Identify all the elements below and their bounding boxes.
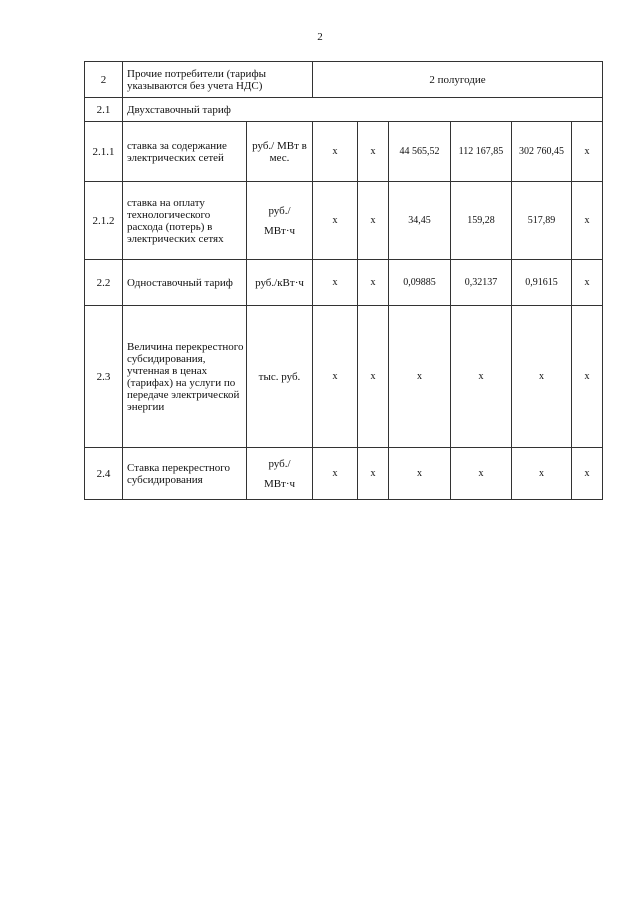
value-cell: x — [572, 182, 603, 260]
value-cell: x — [572, 122, 603, 182]
row-unit: руб./кВт·ч — [247, 260, 313, 306]
value-cell: x — [313, 260, 358, 306]
row-desc: Ставка перекрестного субсидирования — [123, 448, 247, 500]
header-num: 2 — [85, 62, 123, 98]
value-cell: x — [358, 306, 389, 448]
row-desc: Величина перекрестного субсидирования, учтенная в ценах (тарифах) на услуги по передаче электрической энергии — [123, 306, 247, 448]
value-cell: x — [389, 306, 451, 448]
table-row — [85, 306, 603, 448]
value-cell: x — [358, 260, 389, 306]
value-cell: 112 167,85 — [451, 122, 512, 182]
value-cell: 517,89 — [512, 182, 572, 260]
row-desc: ставка за содержание электрических сетей — [123, 122, 247, 182]
unit-top: руб./ — [268, 204, 291, 217]
table-row — [85, 260, 603, 306]
value-cell: x — [572, 448, 603, 500]
value-cell: 0,91615 — [512, 260, 572, 306]
value-cell: x — [358, 448, 389, 500]
value-cell: 34,45 — [389, 182, 451, 260]
value-cell: x — [313, 182, 358, 260]
row-num: 2.1.1 — [85, 122, 123, 182]
value-cell: 302 760,45 — [512, 122, 572, 182]
row-num: 2.1 — [85, 98, 123, 122]
value-cell: x — [389, 448, 451, 500]
table-row — [85, 122, 603, 182]
row-unit — [247, 448, 313, 500]
value-cell: x — [451, 306, 512, 448]
page-number: 2 — [317, 31, 323, 43]
row-num: 2.3 — [85, 306, 123, 448]
table-header-row — [85, 62, 603, 98]
value-cell: x — [572, 260, 603, 306]
row-desc: Двухставочный тариф — [123, 98, 603, 122]
value-cell: 0,32137 — [451, 260, 512, 306]
value-cell: x — [313, 306, 358, 448]
row-unit: тыс. руб. — [247, 306, 313, 448]
table-row — [85, 182, 603, 260]
value-cell: x — [313, 122, 358, 182]
unit-bottom: МВт·ч — [263, 224, 296, 237]
value-cell: x — [572, 306, 603, 448]
value-cell: 44 565,52 — [389, 122, 451, 182]
row-num: 2.2 — [85, 260, 123, 306]
row-unit — [247, 182, 313, 260]
row-desc: ставка на оплату технологического расхода (потерь) в электрических сетях — [123, 182, 247, 260]
table-row — [85, 448, 603, 500]
row-num: 2.1.2 — [85, 182, 123, 260]
value-cell: x — [512, 306, 572, 448]
value-cell: x — [512, 448, 572, 500]
value-cell: 0,09885 — [389, 260, 451, 306]
unit-bottom: МВт·ч — [263, 477, 296, 490]
row-num: 2.4 — [85, 448, 123, 500]
row-unit: руб./ МВт в мес. — [247, 122, 313, 182]
row-desc: Одноставочный тариф — [123, 260, 247, 306]
value-cell: 159,28 — [451, 182, 512, 260]
header-period: 2 полугодие — [313, 62, 603, 98]
header-consumer: Прочие потребители (тарифы указываются без учета НДС) — [123, 62, 313, 98]
value-cell: x — [358, 182, 389, 260]
table-row — [85, 98, 603, 122]
value-cell: x — [451, 448, 512, 500]
value-cell: x — [358, 122, 389, 182]
tariff-table — [84, 61, 603, 500]
value-cell: x — [313, 448, 358, 500]
unit-top: руб./ — [268, 457, 291, 470]
